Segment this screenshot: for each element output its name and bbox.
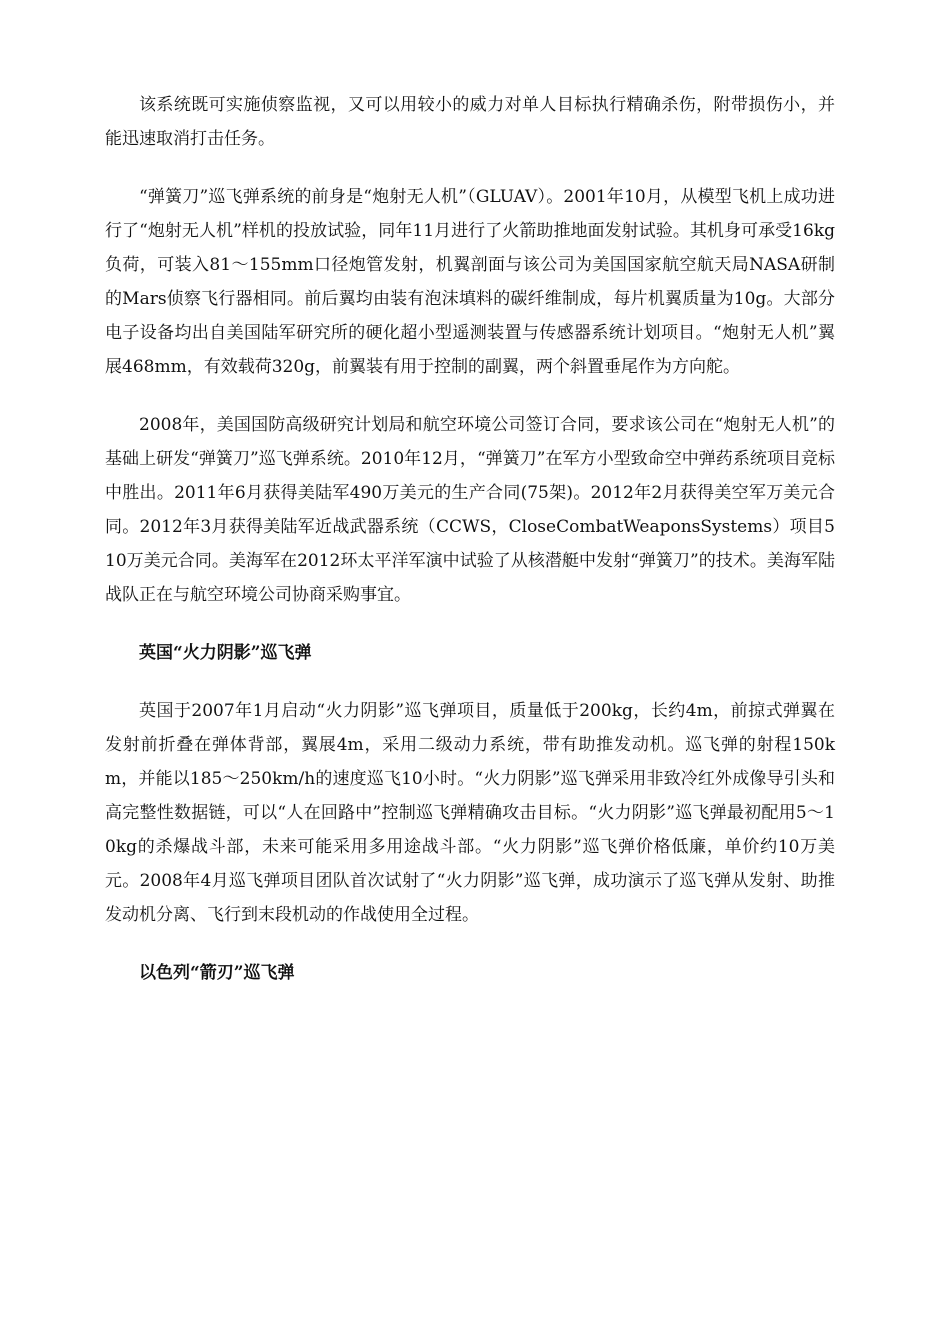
paragraph-switchblade-capability: 该系统既可实施侦察监视，又可以用较小的威力对单人目标执行精确杀伤，附带损伤小，并能迅速取消打击任务。 bbox=[105, 95, 835, 149]
paragraph-spacer bbox=[105, 384, 835, 408]
paragraph-spacer bbox=[105, 932, 835, 956]
section-heading-israel-blade: 以色列“箭刃”巡飞弹 bbox=[139, 963, 295, 983]
paragraph-fire-shadow: 英国于2007年1月启动“火力阴影”巡飞弹项目，质量低于200kg，长约4m，前掠式弹翼在发射前折叠在弹体背部，翼展4m，采用二级动力系统，带有助推发动机。巡飞弹的射程150km，并能以185～250km/h的速度巡飞10小时。“火力阴影”巡飞弹采用非致冷红外成像导引头和高完整性数据链，可以“人在回路中”控制巡飞弹精确攻击目标。“火力阴影”巡飞弹最初配用5～10kg的杀爆战斗部，未来可能采用多用途战斗部。“火力阴影”巡飞弹价格低廉，单价约10万美元。2008年4月巡飞弹项目团队首次试射了“火力阴影”巡飞弹，成功演示了巡飞弹从发射、助推发动机分离、飞行到末段机动的作战使用全过程。 bbox=[105, 701, 835, 925]
paragraph-spacer bbox=[105, 156, 835, 180]
paragraph-switchblade-contracts: 2008年，美国国防高级研究计划局和航空环境公司签订合同，要求该公司在“炮射无人机”的基础上研发“弹簧刀”巡飞弹系统。2010年12月，“弹簧刀”在军方小型致命空中弹药系统项目竞标中胜出。2011年6月获得美陆军490万美元的生产合同(75架)。2012年2月获得美空军万美元合同。2012年3月获得美陆军近战武器系统（CCWS，CloseCombatWeaponsSystems）项目510万美元合同。美海军在2012环太平洋军演中试验了从核潜艇中发射“弹簧刀”的技术。美海军陆战队正在与航空环境公司协商采购事宜。 bbox=[105, 415, 835, 605]
document-body bbox=[105, 88, 835, 990]
section-heading-uk-fire-shadow: 英国“火力阴影”巡飞弹 bbox=[139, 643, 312, 663]
paragraph-spacer bbox=[105, 612, 835, 636]
paragraph-switchblade-origin: “弹簧刀”巡飞弹系统的前身是“炮射无人机”（GLUAV）。2001年10月，从模型飞机上成功进行了“炮射无人机”样机的投放试验，同年11月进行了火箭助推地面发射试验。其机身可承受16kg负荷，可装入81～155mm口径炮管发射，机翼剖面与该公司为美国国家航空航天局NASA研制的Mars侦察飞行器相同。前后翼均由装有泡沫填料的碳纤维制成，每片机翼质量为10g。大部分电子设备均出自美国陆军研究所的硬化超小型遥测装置与传感器系统计划项目。“炮射无人机”翼展468mm，有效载荷320g，前翼装有用于控制的副翼，两个斜置垂尾作为方向舵。 bbox=[105, 187, 835, 377]
paragraph-spacer bbox=[105, 670, 835, 694]
